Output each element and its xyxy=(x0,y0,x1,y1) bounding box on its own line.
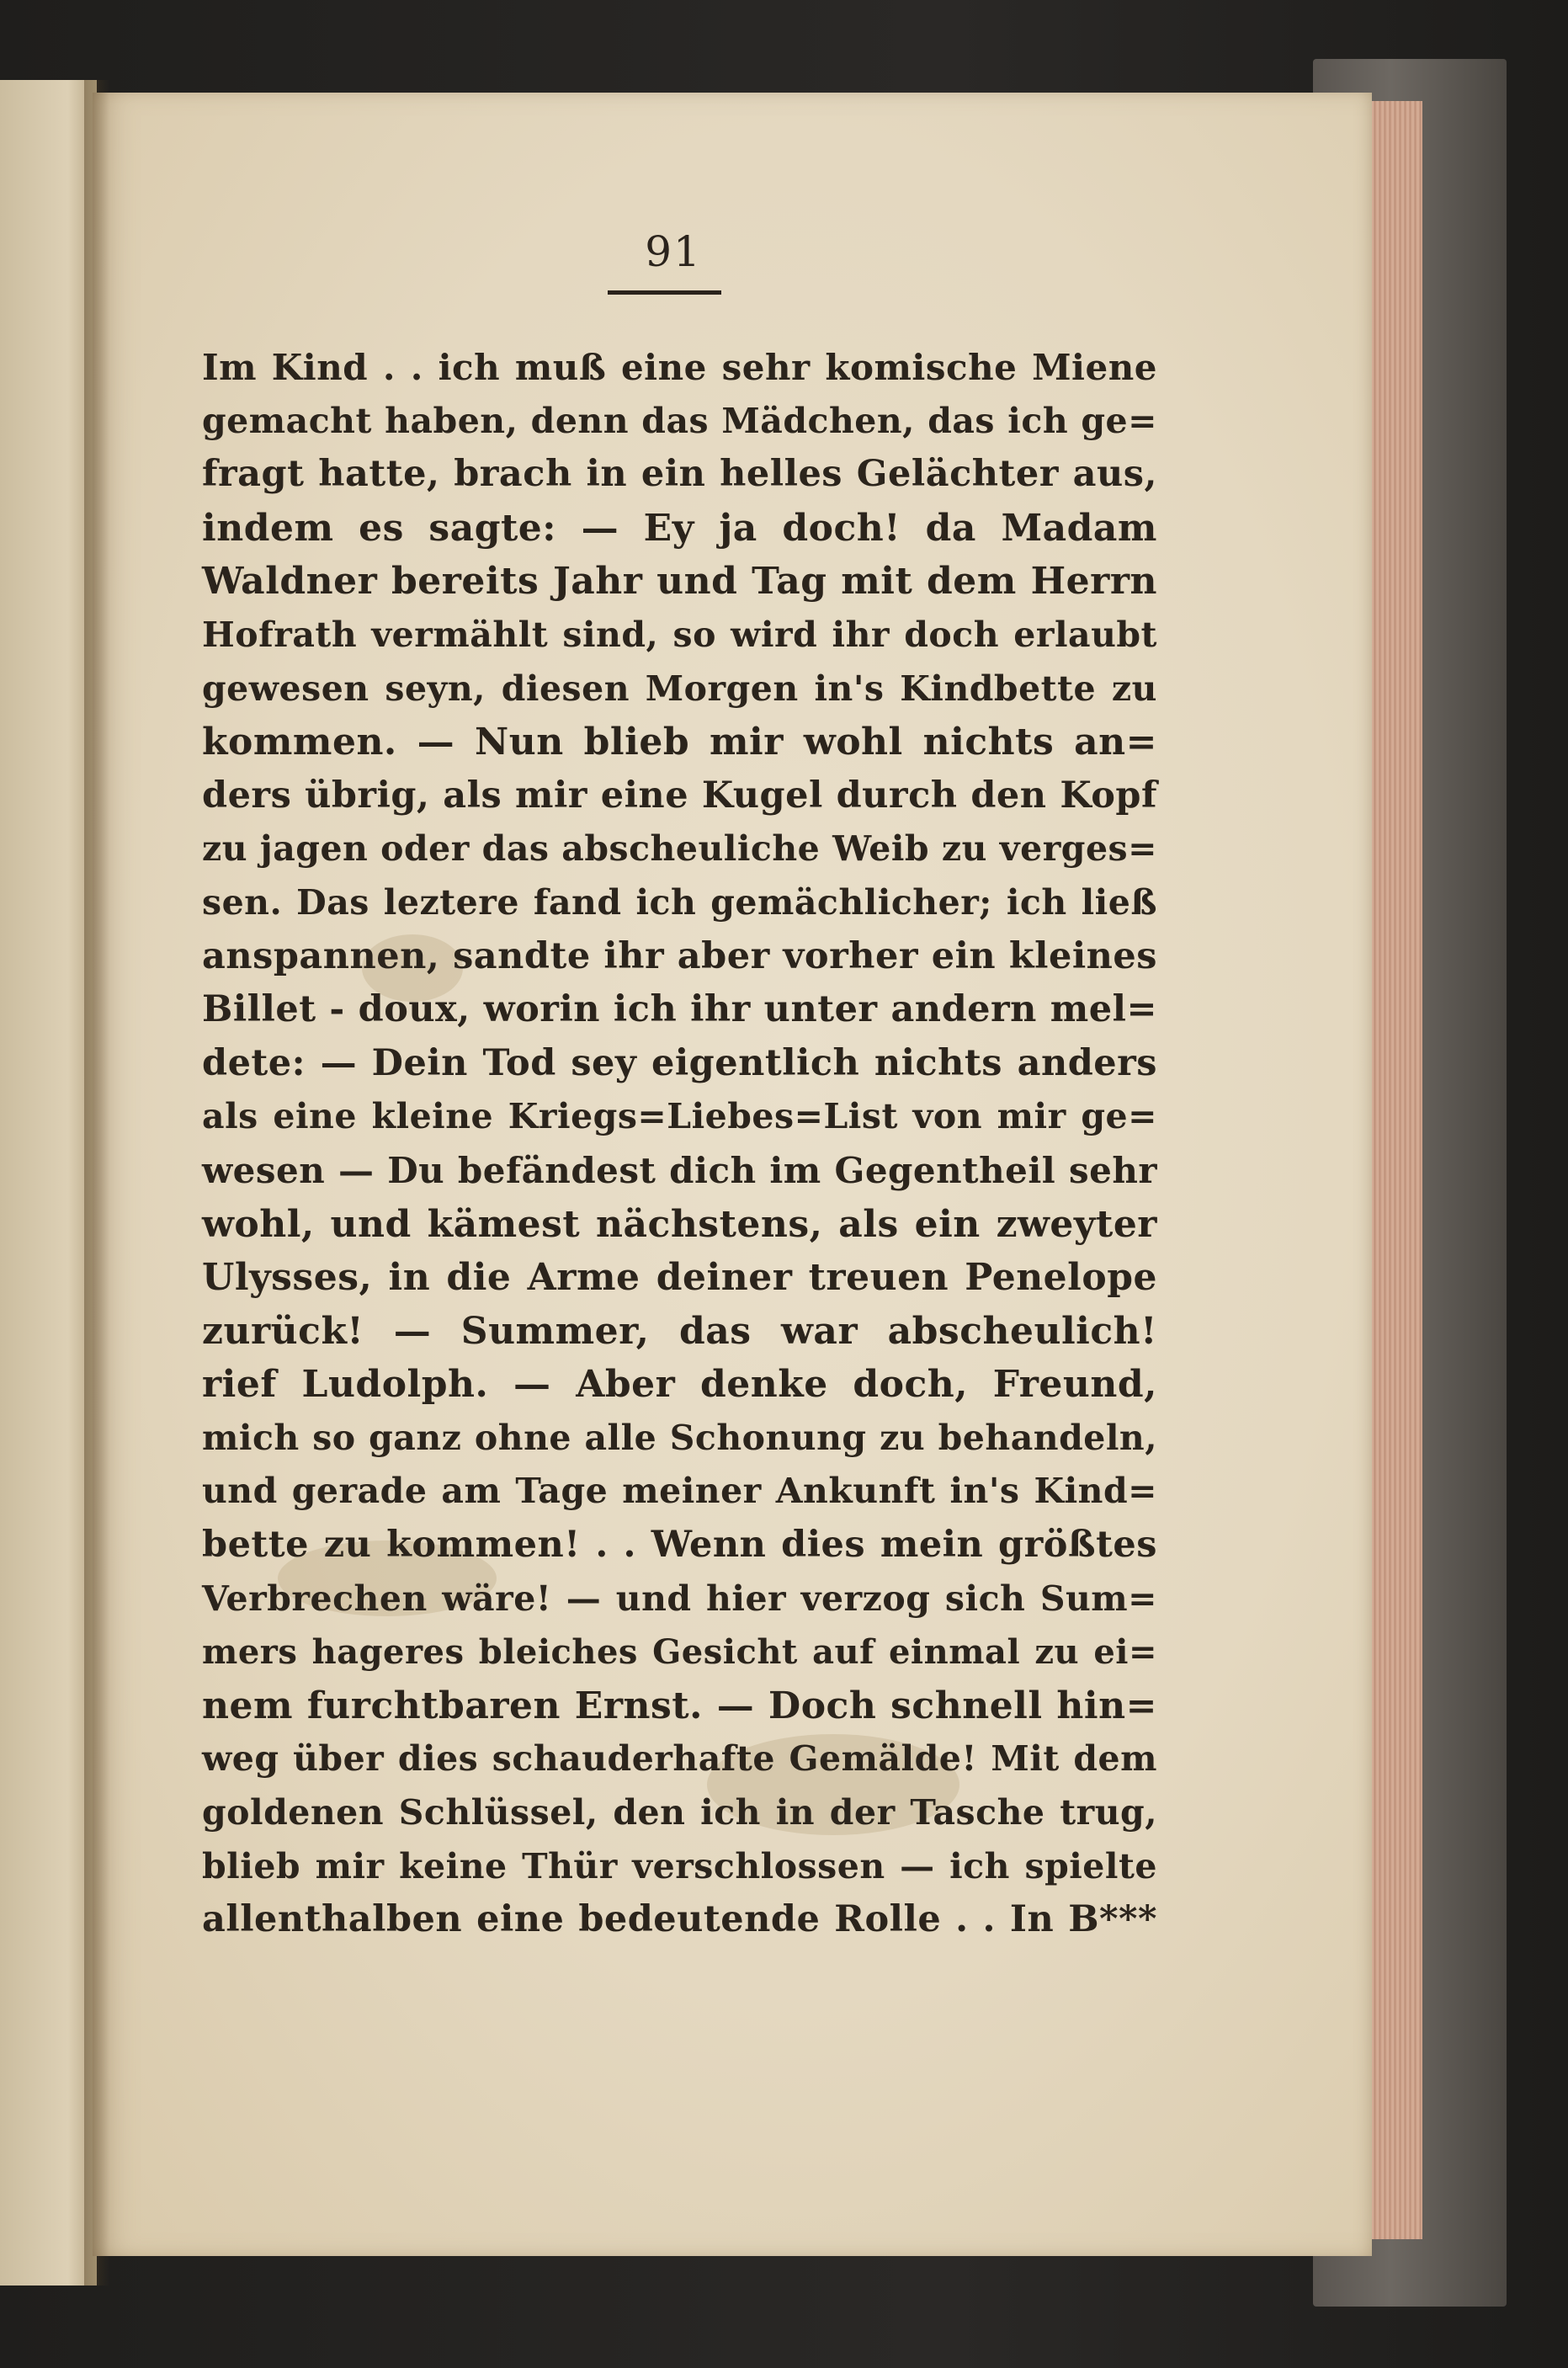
text-line: und gerade am Tage meiner Ankunft in's Kind= xyxy=(202,1471,1157,1512)
page-gutter-shadow xyxy=(84,80,109,2286)
text-line: Billet - doux, worin ich ihr unter andern mel= xyxy=(202,988,1157,1031)
text-line: allenthalben eine bedeutende Rolle . . In B*** xyxy=(202,1898,1157,1941)
text-line: zurück! — Summer, das war abscheulich! xyxy=(202,1309,1157,1353)
text-line: zu jagen oder das abscheuliche Weib zu verges= xyxy=(202,828,1157,870)
text-line: Im Kind . . ich muß eine sehr komische Miene xyxy=(202,347,1157,388)
text-line: anspannen, sandte ihr aber vorher ein kleines xyxy=(202,934,1157,977)
left-page-sliver xyxy=(0,80,97,2286)
text-line: Ulysses, in die Arme deiner treuen Penelope xyxy=(202,1256,1157,1300)
text-line: als eine kleine Kriegs=Liebes=List von mir ge= xyxy=(202,1096,1157,1137)
text-line: wesen — Du befändest dich im Gegentheil sehr xyxy=(202,1149,1157,1191)
text-line: gemacht haben, denn das Mädchen, das ich ge= xyxy=(202,400,1157,441)
text-line: gewesen seyn, diesen Morgen in's Kindbette zu xyxy=(202,668,1157,709)
text-line: indem es sagte: — Ey ja doch! da Madam xyxy=(202,506,1157,550)
text-line: dete: — Dein Tod sey eigentlich nichts anders xyxy=(202,1041,1157,1084)
text-line: wohl, und kämest nächstens, als ein zweyter xyxy=(202,1202,1157,1246)
text-line: rief Ludolph. — Aber denke doch, Freund, xyxy=(202,1363,1157,1407)
text-line: mers hageres bleiches Gesicht auf einmal zu ei= xyxy=(202,1632,1157,1673)
page-number: 91 xyxy=(645,227,702,276)
text-line: Waldner bereits Jahr und Tag mit dem Herrn xyxy=(202,560,1157,604)
text-line: sen. Das leztere fand ich gemächlicher; ich ließ xyxy=(202,881,1157,923)
text-line: bette zu kommen! . . Wenn dies mein größtes xyxy=(202,1524,1157,1567)
text-line: weg über dies schauderhafte Gemälde! Mit dem xyxy=(202,1738,1157,1780)
text-line: mich so ganz ohne alle Schonung zu behandeln, xyxy=(202,1417,1157,1458)
text-line: kommen. — Nun blieb mir wohl nichts an= xyxy=(202,721,1157,764)
text-line: nem furchtbaren Ernst. — Doch schnell hin= xyxy=(202,1684,1157,1727)
page-number-rule xyxy=(608,290,721,295)
text-line: Hofrath vermählt sind, so wird ihr doch erlaubt xyxy=(202,614,1157,655)
text-line: ders übrig, als mir eine Kugel durch den Kopf xyxy=(202,774,1157,817)
page-text xyxy=(202,341,1157,1947)
text-line: goldenen Schlüssel, den ich in der Tasche trug, xyxy=(202,1792,1157,1833)
text-line: fragt hatte, brach in ein helles Gelächter aus, xyxy=(202,453,1157,496)
text-line: blieb mir keine Thür verschlossen — ich spielte xyxy=(202,1845,1157,1886)
text-line: Verbrechen wäre! — und hier verzog sich Sum= xyxy=(202,1578,1157,1619)
